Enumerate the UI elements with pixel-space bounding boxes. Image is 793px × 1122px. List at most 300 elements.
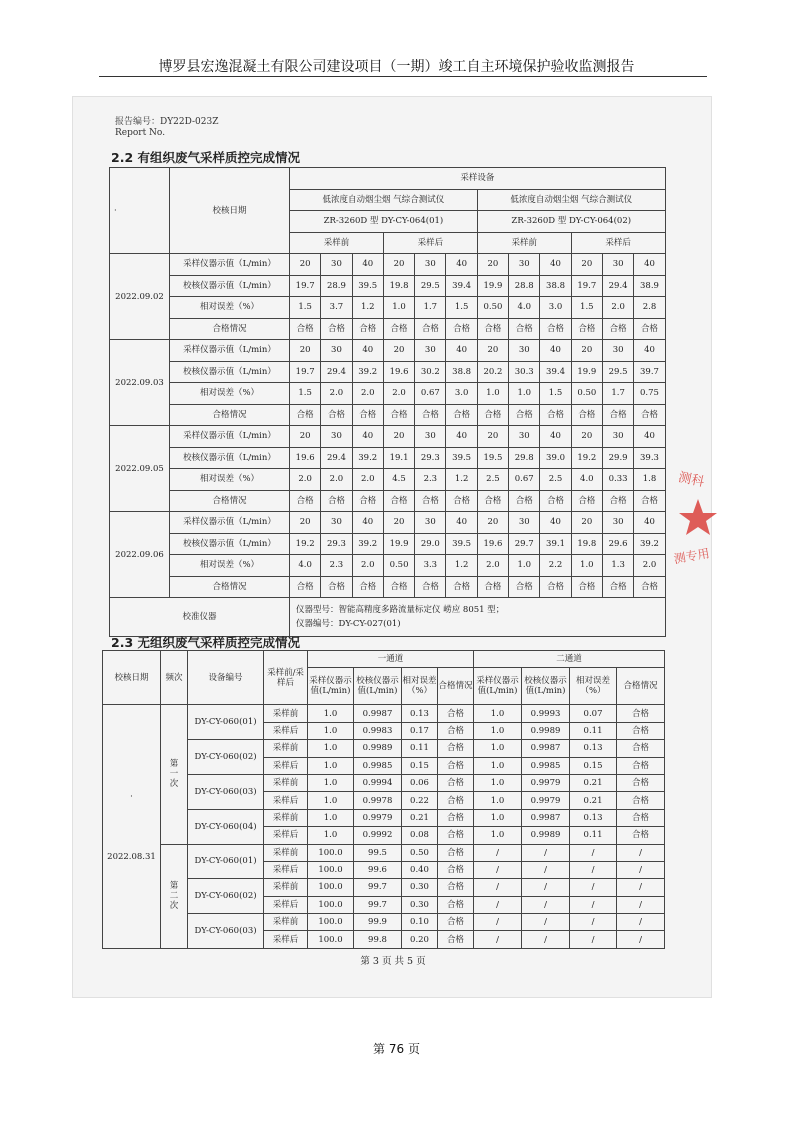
value-cell: 0.9989 bbox=[522, 827, 570, 844]
value-cell: 合格 bbox=[446, 490, 477, 512]
calibration-instrument-label: 校准仪器 bbox=[110, 598, 290, 637]
value-cell: 0.9985 bbox=[522, 757, 570, 774]
value-cell: 1.2 bbox=[446, 469, 477, 491]
stage-cell: 采样前 bbox=[264, 774, 308, 791]
value-cell: 20 bbox=[290, 512, 321, 534]
value-cell: 0.40 bbox=[402, 861, 438, 878]
value-cell: / bbox=[474, 896, 522, 913]
value-cell: 40 bbox=[446, 426, 477, 448]
value-cell: 39.0 bbox=[540, 447, 571, 469]
frequency-header: 频次 bbox=[161, 651, 188, 705]
value-cell: 0.75 bbox=[634, 383, 665, 405]
value-cell: 合格 bbox=[571, 490, 602, 512]
value-cell: 40 bbox=[540, 254, 571, 276]
table-row bbox=[103, 740, 665, 757]
value-cell: 0.9978 bbox=[354, 792, 402, 809]
table-row bbox=[110, 490, 666, 512]
value-cell: / bbox=[522, 914, 570, 931]
value-cell: 0.50 bbox=[402, 844, 438, 861]
value-cell: 30 bbox=[321, 512, 352, 534]
value-cell: 29.3 bbox=[415, 447, 446, 469]
stamp-text-bottom: 测专用 bbox=[672, 546, 711, 567]
value-cell: 合格 bbox=[438, 757, 474, 774]
device-id-cell: DY-CY-060(03) bbox=[188, 774, 264, 809]
value-cell: 40 bbox=[352, 254, 383, 276]
value-cell: 100.0 bbox=[308, 931, 354, 948]
value-cell: 合格 bbox=[540, 576, 571, 598]
table-row bbox=[110, 383, 666, 405]
stage-cell: 采样前 bbox=[264, 740, 308, 757]
value-cell: 0.9979 bbox=[522, 792, 570, 809]
value-cell: 3.0 bbox=[540, 297, 571, 319]
value-cell: 19.2 bbox=[571, 447, 602, 469]
value-cell: / bbox=[617, 896, 665, 913]
value-cell: 合格 bbox=[290, 576, 321, 598]
value-cell: 0.06 bbox=[402, 774, 438, 791]
value-cell: 19.7 bbox=[571, 275, 602, 297]
organized-exhaust-qc-table bbox=[109, 167, 666, 637]
value-cell: 合格 bbox=[540, 318, 571, 340]
calibration-model: 仪器型号：智能高精度多路流量标定仪 崂应 8051 型； bbox=[296, 605, 505, 615]
value-cell: 99.9 bbox=[354, 914, 402, 931]
value-cell: 0.9985 bbox=[354, 757, 402, 774]
value-cell: 0.50 bbox=[571, 383, 602, 405]
table-row bbox=[110, 297, 666, 319]
device-1-after-header: 采样后 bbox=[383, 232, 477, 254]
value-cell: 合格 bbox=[477, 576, 508, 598]
value-cell: 30 bbox=[321, 426, 352, 448]
value-cell: 合格 bbox=[438, 896, 474, 913]
value-cell: 2.0 bbox=[352, 469, 383, 491]
value-cell: 2.5 bbox=[477, 469, 508, 491]
value-cell: 合格 bbox=[438, 792, 474, 809]
table-row bbox=[103, 914, 665, 931]
device-id-cell: DY-CY-060(01) bbox=[188, 844, 264, 879]
value-cell: 1.0 bbox=[308, 705, 354, 722]
value-cell: 合格 bbox=[321, 490, 352, 512]
value-cell: 99.7 bbox=[354, 896, 402, 913]
value-cell: 4.0 bbox=[571, 469, 602, 491]
value-cell: 39.5 bbox=[446, 533, 477, 555]
value-cell: 30.3 bbox=[509, 361, 540, 383]
value-cell: 30 bbox=[415, 426, 446, 448]
value-cell: 合格 bbox=[438, 827, 474, 844]
row-label-cell: 相对误差（%） bbox=[170, 297, 290, 319]
value-cell: 合格 bbox=[617, 705, 665, 722]
table-row bbox=[110, 512, 666, 534]
value-cell: 1.2 bbox=[352, 297, 383, 319]
value-cell: 2.5 bbox=[540, 469, 571, 491]
value-cell: 3.7 bbox=[321, 297, 352, 319]
check-date: 2022.08.31 bbox=[107, 851, 156, 862]
red-seal-stamp bbox=[653, 457, 743, 567]
value-cell: 20 bbox=[571, 426, 602, 448]
value-cell: 0.07 bbox=[570, 705, 617, 722]
value-cell: 20 bbox=[477, 512, 508, 534]
value-cell: 0.9987 bbox=[522, 740, 570, 757]
value-cell: 29.7 bbox=[509, 533, 540, 555]
value-cell: 30.2 bbox=[415, 361, 446, 383]
value-cell: 30 bbox=[509, 512, 540, 534]
value-cell: / bbox=[474, 861, 522, 878]
value-cell: 40 bbox=[540, 512, 571, 534]
value-cell: 合格 bbox=[383, 576, 414, 598]
calibration-number: 仪器编号：DY-CY-027(01) bbox=[296, 619, 401, 629]
device-1-before-header: 采样前 bbox=[290, 232, 384, 254]
stamp-star-icon bbox=[679, 499, 717, 535]
value-cell: 20 bbox=[383, 512, 414, 534]
value-cell: 1.5 bbox=[446, 297, 477, 319]
value-cell: 0.9989 bbox=[354, 740, 402, 757]
stage-cell: 采样后 bbox=[264, 792, 308, 809]
value-cell: 39.2 bbox=[352, 533, 383, 555]
channel-1-header: 一通道 bbox=[308, 651, 474, 668]
value-cell: 合格 bbox=[634, 318, 665, 340]
value-cell: 0.13 bbox=[402, 705, 438, 722]
value-cell: / bbox=[474, 844, 522, 861]
value-cell: 20 bbox=[571, 340, 602, 362]
value-cell: 合格 bbox=[321, 404, 352, 426]
value-cell: 3.3 bbox=[415, 555, 446, 577]
table-row bbox=[110, 426, 666, 448]
value-cell: / bbox=[570, 914, 617, 931]
table-row bbox=[103, 809, 665, 826]
value-cell: 30 bbox=[321, 340, 352, 362]
report-number-en: Report No. bbox=[115, 128, 166, 138]
value-cell: 0.9987 bbox=[354, 705, 402, 722]
value-cell: 2.0 bbox=[383, 383, 414, 405]
value-cell: 0.13 bbox=[570, 740, 617, 757]
value-cell: 合格 bbox=[617, 740, 665, 757]
value-cell: 19.8 bbox=[571, 533, 602, 555]
value-cell: 合格 bbox=[617, 792, 665, 809]
value-cell: 合格 bbox=[438, 705, 474, 722]
value-cell: 0.11 bbox=[570, 827, 617, 844]
value-cell: 2.3 bbox=[415, 469, 446, 491]
value-cell: 合格 bbox=[509, 404, 540, 426]
value-cell: 20 bbox=[383, 340, 414, 362]
value-cell: / bbox=[474, 931, 522, 948]
stage-cell: 采样后 bbox=[264, 722, 308, 739]
value-cell: 2.8 bbox=[634, 297, 665, 319]
table-row bbox=[103, 879, 665, 896]
value-cell: 1.0 bbox=[474, 792, 522, 809]
value-cell: 38.9 bbox=[634, 275, 665, 297]
value-cell: 2.3 bbox=[321, 555, 352, 577]
value-cell: 40 bbox=[634, 426, 665, 448]
value-cell: 40 bbox=[446, 254, 477, 276]
value-cell: 2.0 bbox=[602, 297, 633, 319]
table-row bbox=[110, 275, 666, 297]
document-header-title: 博罗县宏逸混凝土有限公司建设项目（一期）竣工自主环境保护验收监测报告 bbox=[158, 59, 635, 75]
row-label-cell: 采样仪器示值（L/min） bbox=[170, 340, 290, 362]
value-cell: 0.13 bbox=[570, 809, 617, 826]
row-label-cell: 采样仪器示值（L/min） bbox=[170, 254, 290, 276]
value-cell: 0.21 bbox=[570, 774, 617, 791]
value-cell: 30 bbox=[602, 340, 633, 362]
table-header-row bbox=[103, 651, 665, 668]
value-cell: 1.8 bbox=[634, 469, 665, 491]
value-cell: 40 bbox=[634, 512, 665, 534]
value-cell: 1.0 bbox=[509, 383, 540, 405]
value-cell: / bbox=[522, 844, 570, 861]
row-label-cell: 合格情况 bbox=[170, 576, 290, 598]
value-cell: 20 bbox=[477, 426, 508, 448]
value-cell: 0.9979 bbox=[354, 809, 402, 826]
check-date-header: 校核日期 bbox=[170, 168, 290, 254]
table-row bbox=[103, 774, 665, 791]
value-cell: 40 bbox=[446, 340, 477, 362]
value-cell: 1.2 bbox=[446, 555, 477, 577]
value-cell: 0.67 bbox=[509, 469, 540, 491]
value-cell: 19.7 bbox=[290, 361, 321, 383]
value-cell: 2.0 bbox=[477, 555, 508, 577]
channel-2-header: 二通道 bbox=[474, 651, 665, 668]
value-cell: 20.2 bbox=[477, 361, 508, 383]
value-cell: 19.9 bbox=[477, 275, 508, 297]
value-cell: 1.0 bbox=[308, 809, 354, 826]
value-cell: 40 bbox=[352, 340, 383, 362]
value-cell: 0.30 bbox=[402, 879, 438, 896]
value-cell: 2.0 bbox=[352, 555, 383, 577]
channel-2-rel-err-header: 相对误差（%） bbox=[570, 668, 617, 705]
report-number bbox=[115, 117, 218, 139]
value-cell: 2.0 bbox=[634, 555, 665, 577]
device-id-cell: DY-CY-060(03) bbox=[188, 914, 264, 949]
value-cell: 29.3 bbox=[321, 533, 352, 555]
row-label-cell: 校核仪器示值（L/min） bbox=[170, 275, 290, 297]
date-mark: · bbox=[130, 791, 133, 802]
table-row bbox=[110, 447, 666, 469]
value-cell: 29.0 bbox=[415, 533, 446, 555]
section-2-2-title: 2.2 有组织废气采样质控完成情况 bbox=[111, 150, 300, 165]
value-cell: 1.0 bbox=[571, 555, 602, 577]
row-label-cell: 校核仪器示值（L/min） bbox=[170, 361, 290, 383]
value-cell: 2.0 bbox=[352, 383, 383, 405]
value-cell: 1.0 bbox=[474, 740, 522, 757]
value-cell: 2.0 bbox=[321, 383, 352, 405]
frequency-cell: 第一次 bbox=[161, 705, 188, 844]
channel-2-check-val-header: 校核仪器示值(L/min) bbox=[522, 668, 570, 705]
value-cell: 合格 bbox=[415, 490, 446, 512]
value-cell: 合格 bbox=[321, 576, 352, 598]
value-cell: 合格 bbox=[438, 879, 474, 896]
scanned-report-page bbox=[72, 96, 712, 998]
row-label-cell: 相对误差（%） bbox=[170, 469, 290, 491]
table-row bbox=[110, 340, 666, 362]
value-cell: 1.5 bbox=[571, 297, 602, 319]
value-cell: 1.5 bbox=[290, 297, 321, 319]
value-cell: 0.17 bbox=[402, 722, 438, 739]
value-cell: 1.0 bbox=[474, 774, 522, 791]
value-cell: 3.0 bbox=[446, 383, 477, 405]
device-1-model: ZR-3260D 型 DY-CY-064(01) bbox=[290, 211, 478, 233]
check-date-header: 校核日期 bbox=[103, 651, 161, 705]
value-cell: 合格 bbox=[571, 404, 602, 426]
value-cell: 30 bbox=[415, 340, 446, 362]
stage-cell: 采样后 bbox=[264, 896, 308, 913]
document-page-number: 第 76 页 bbox=[373, 1042, 420, 1056]
device-2-after-header: 采样后 bbox=[571, 232, 665, 254]
value-cell: 合格 bbox=[352, 404, 383, 426]
value-cell: 39.7 bbox=[634, 361, 665, 383]
value-cell: 40 bbox=[540, 340, 571, 362]
value-cell: 合格 bbox=[290, 404, 321, 426]
value-cell: 合格 bbox=[438, 914, 474, 931]
value-cell: 19.2 bbox=[290, 533, 321, 555]
value-cell: / bbox=[617, 844, 665, 861]
value-cell: 合格 bbox=[438, 809, 474, 826]
value-cell: 20 bbox=[383, 254, 414, 276]
value-cell: 40 bbox=[352, 426, 383, 448]
value-cell: 合格 bbox=[383, 490, 414, 512]
value-cell: 1.0 bbox=[308, 774, 354, 791]
value-cell: / bbox=[474, 879, 522, 896]
value-cell: 0.21 bbox=[570, 792, 617, 809]
value-cell: 39.5 bbox=[352, 275, 383, 297]
row-label-cell: 合格情况 bbox=[170, 318, 290, 340]
value-cell: 1.0 bbox=[474, 809, 522, 826]
value-cell: 39.2 bbox=[634, 533, 665, 555]
value-cell: 0.9993 bbox=[522, 705, 570, 722]
value-cell: 20 bbox=[571, 512, 602, 534]
device-id-cell: DY-CY-060(01) bbox=[188, 705, 264, 740]
value-cell: 19.8 bbox=[383, 275, 414, 297]
value-cell: / bbox=[522, 879, 570, 896]
value-cell: 1.0 bbox=[308, 722, 354, 739]
table-row bbox=[110, 555, 666, 577]
check-date-cell: 2022.09.05 bbox=[110, 426, 170, 512]
value-cell: 20 bbox=[290, 426, 321, 448]
value-cell: 合格 bbox=[477, 404, 508, 426]
value-cell: 合格 bbox=[438, 931, 474, 948]
value-cell: / bbox=[570, 931, 617, 948]
stamp-text-top: 测科 bbox=[676, 470, 706, 491]
value-cell: 0.9983 bbox=[354, 722, 402, 739]
value-cell: / bbox=[570, 896, 617, 913]
value-cell: 39.1 bbox=[540, 533, 571, 555]
table-row bbox=[110, 533, 666, 555]
value-cell: 0.10 bbox=[402, 914, 438, 931]
value-cell: 19.7 bbox=[290, 275, 321, 297]
value-cell: 30 bbox=[509, 426, 540, 448]
value-cell: 19.9 bbox=[383, 533, 414, 555]
value-cell: 100.0 bbox=[308, 844, 354, 861]
value-cell: 28.9 bbox=[321, 275, 352, 297]
value-cell: 0.9979 bbox=[522, 774, 570, 791]
value-cell: 1.7 bbox=[415, 297, 446, 319]
value-cell: 0.9987 bbox=[522, 809, 570, 826]
value-cell: 1.0 bbox=[509, 555, 540, 577]
value-cell: 1.5 bbox=[290, 383, 321, 405]
value-cell: 39.5 bbox=[446, 447, 477, 469]
value-cell: 合格 bbox=[352, 576, 383, 598]
value-cell: 99.5 bbox=[354, 844, 402, 861]
stage-cell: 采样后 bbox=[264, 861, 308, 878]
value-cell: / bbox=[570, 844, 617, 861]
check-date-cell: 2022.09.03 bbox=[110, 340, 170, 426]
value-cell: 40 bbox=[540, 426, 571, 448]
table-row bbox=[110, 318, 666, 340]
value-cell: 1.0 bbox=[308, 827, 354, 844]
stage-cell: 采样前 bbox=[264, 879, 308, 896]
value-cell: 40 bbox=[634, 340, 665, 362]
report-number-cn: 报告编号：DY22D-023Z bbox=[115, 117, 219, 127]
value-cell: 29.4 bbox=[321, 361, 352, 383]
value-cell: 1.7 bbox=[602, 383, 633, 405]
value-cell: 39.4 bbox=[446, 275, 477, 297]
value-cell: 20 bbox=[477, 254, 508, 276]
row-label-cell: 相对误差（%） bbox=[170, 555, 290, 577]
value-cell: 0.22 bbox=[402, 792, 438, 809]
table-row bbox=[110, 576, 666, 598]
check-date-cell bbox=[103, 705, 161, 948]
value-cell: 20 bbox=[290, 340, 321, 362]
value-cell: / bbox=[617, 861, 665, 878]
table-row bbox=[110, 361, 666, 383]
stage-cell: 采样前 bbox=[264, 844, 308, 861]
value-cell: 合格 bbox=[290, 490, 321, 512]
channel-2-pass-header: 合格情况 bbox=[617, 668, 665, 705]
value-cell: 30 bbox=[602, 426, 633, 448]
value-cell: 合格 bbox=[617, 809, 665, 826]
channel-1-pass-header: 合格情况 bbox=[438, 668, 474, 705]
row-label-cell: 相对误差（%） bbox=[170, 383, 290, 405]
stage-cell: 采样后 bbox=[264, 827, 308, 844]
value-cell: 19.6 bbox=[383, 361, 414, 383]
channel-1-sample-val-header: 采样仪器示值(L/min) bbox=[308, 668, 354, 705]
value-cell: 1.0 bbox=[474, 827, 522, 844]
check-date-cell: 2022.09.06 bbox=[110, 512, 170, 598]
value-cell: 1.0 bbox=[308, 792, 354, 809]
table-row bbox=[110, 404, 666, 426]
value-cell: 合格 bbox=[290, 318, 321, 340]
value-cell: 0.9994 bbox=[354, 774, 402, 791]
value-cell: 39.3 bbox=[634, 447, 665, 469]
stage-cell: 采样前 bbox=[264, 809, 308, 826]
value-cell: 合格 bbox=[509, 318, 540, 340]
scan-page-number: 第 3 页 共 5 页 bbox=[360, 956, 426, 967]
value-cell: 0.50 bbox=[477, 297, 508, 319]
row-label-cell: 采样仪器示值（L/min） bbox=[170, 512, 290, 534]
value-cell: 19.6 bbox=[477, 533, 508, 555]
value-cell: 合格 bbox=[509, 490, 540, 512]
value-cell: 合格 bbox=[634, 576, 665, 598]
value-cell: 20 bbox=[290, 254, 321, 276]
value-cell: 30 bbox=[321, 254, 352, 276]
value-cell: 19.5 bbox=[477, 447, 508, 469]
value-cell: 合格 bbox=[321, 318, 352, 340]
value-cell: 99.8 bbox=[354, 931, 402, 948]
value-cell: 合格 bbox=[383, 404, 414, 426]
unorganized-exhaust-qc-table bbox=[102, 650, 665, 949]
value-cell: 1.0 bbox=[474, 722, 522, 739]
value-cell: 4.5 bbox=[383, 469, 414, 491]
value-cell: 99.7 bbox=[354, 879, 402, 896]
sampling-equipment-header: 采样设备 bbox=[290, 168, 666, 190]
value-cell: 100.0 bbox=[308, 896, 354, 913]
value-cell: 2.0 bbox=[290, 469, 321, 491]
value-cell: 0.50 bbox=[383, 555, 414, 577]
device-id-cell: DY-CY-060(02) bbox=[188, 879, 264, 914]
table-row bbox=[103, 844, 665, 861]
value-cell: 39.2 bbox=[352, 361, 383, 383]
channel-1-rel-err-header: 相对误差（%） bbox=[402, 668, 438, 705]
value-cell: 38.8 bbox=[540, 275, 571, 297]
stage-cell: 采样前 bbox=[264, 914, 308, 931]
value-cell: 20 bbox=[383, 426, 414, 448]
value-cell: 合格 bbox=[477, 318, 508, 340]
